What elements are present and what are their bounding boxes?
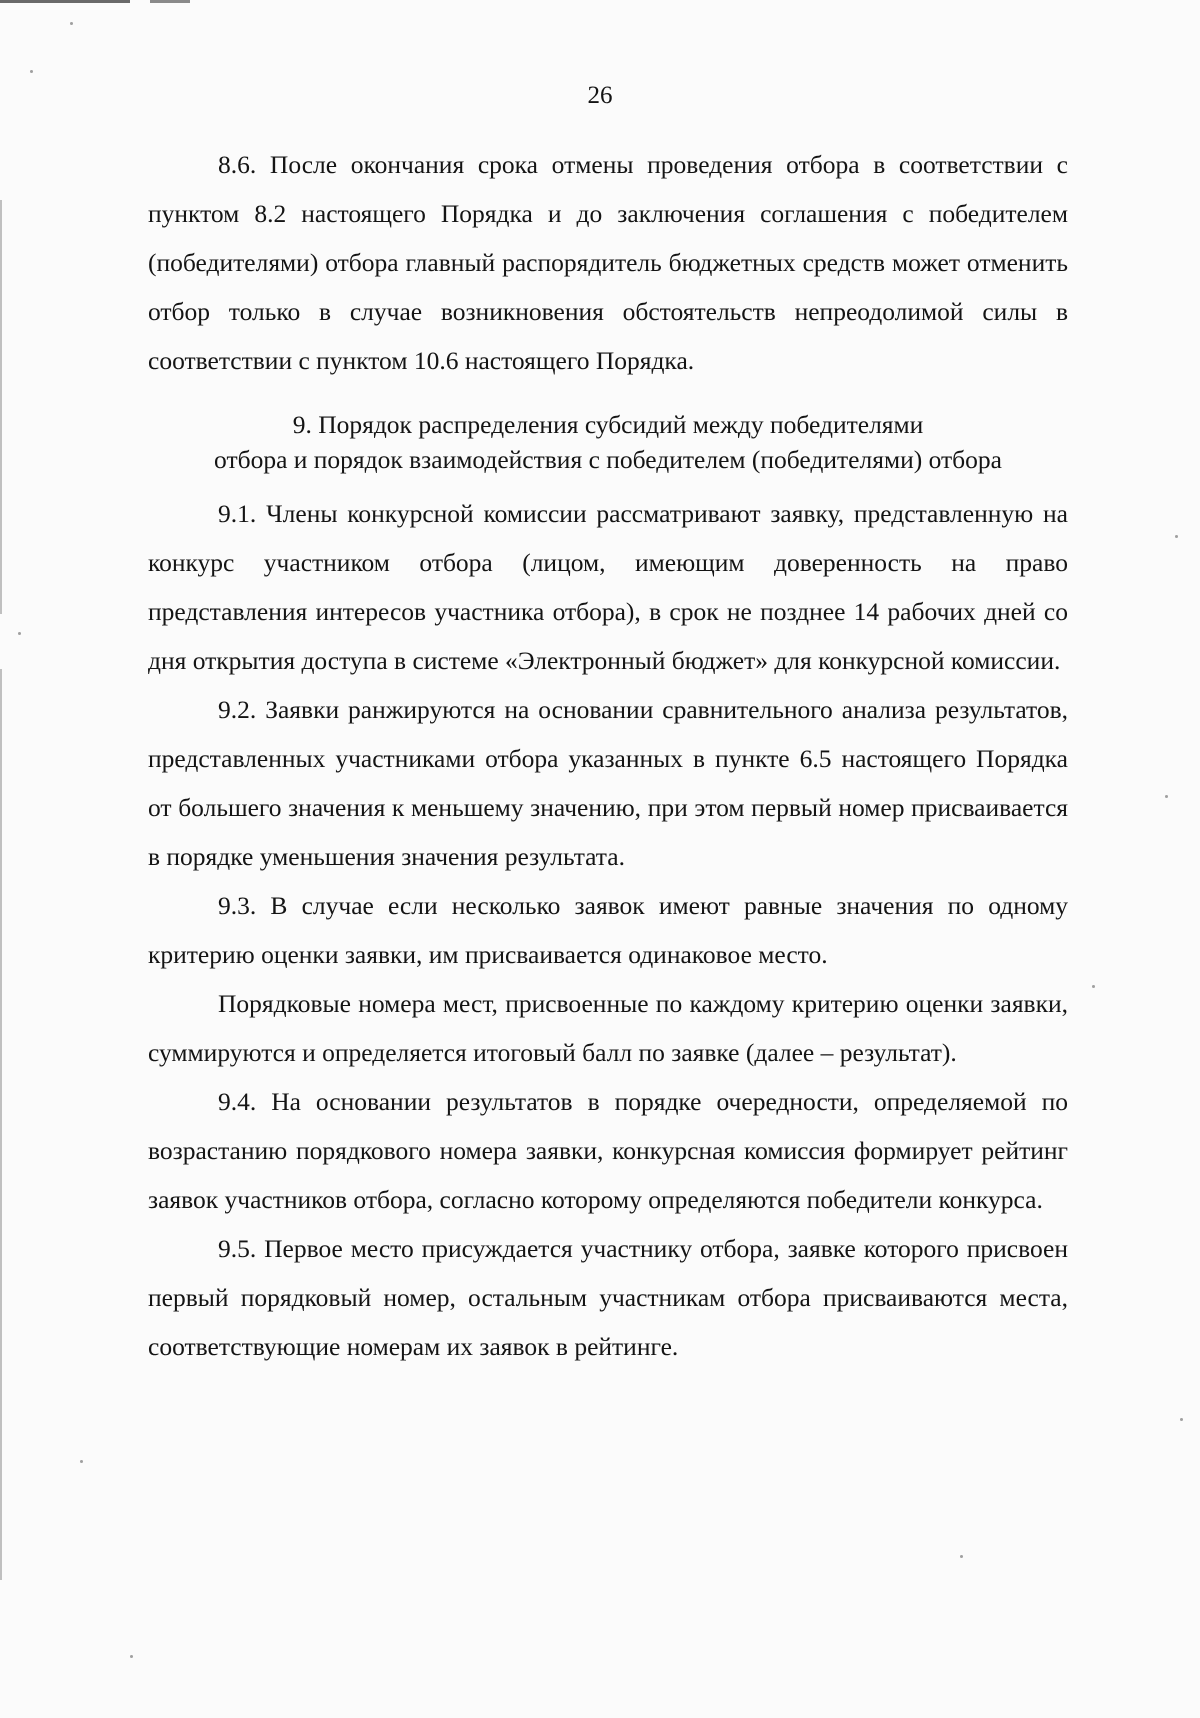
scan-edge-mark bbox=[0, 200, 2, 1580]
scan-speck bbox=[70, 22, 73, 25]
paragraph-9-5: 9.5. Первое место присуждается участнику отбора, заявке которого присвоен первый порядковый номер, остальным участникам отбора присваиваются места, соответствующие номерам их заявок в рейтинге. bbox=[148, 1234, 1068, 1361]
scan-speck bbox=[130, 1655, 133, 1658]
paragraph-9-4: 9.4. На основании результатов в порядке очередности, определяемой по возрастанию порядкового номера заявки, конкурсная комиссия формирует рейтинг заявок участников отбора, согласно которому определяются победители конкурса. bbox=[148, 1087, 1068, 1214]
section-heading bbox=[148, 407, 1068, 477]
scan-edge-mark bbox=[150, 0, 190, 3]
scan-edge-mark bbox=[0, 0, 130, 3]
paragraph-8-6: 8.6. После окончания срока отмены проведения отбора в соответствии с пунктом 8.2 настоящего Порядка и до заключения соглашения с победителем (победителями) отбора главный распорядитель бюджетных средств может отменить отбор только в случае возникновения обстоятельств непреодолимой силы в соответствии с пунктом 10.6 настоящего Порядка. bbox=[148, 150, 1068, 375]
paragraph-9-3: 9.3. В случае если несколько заявок имеют равные значения по одному критерию оценки заявки, им присваивается одинаковое место. bbox=[148, 891, 1068, 969]
section-heading-line: 9. Порядок распределения субсидий между победителями bbox=[292, 410, 924, 439]
paragraph-9-2: 9.2. Заявки ранжируются на основании сравнительного анализа результатов, представленных участниками отбора указанных в пункте 6.5 настоящего Порядка от большего значения к меньшему значению, при этом первый номер присваивается в порядке уменьшения значения результата. bbox=[148, 695, 1068, 871]
document-body bbox=[148, 140, 1068, 1371]
scan-speck bbox=[1180, 1418, 1183, 1421]
scan-speck bbox=[960, 1555, 963, 1558]
paragraph-9-1: 9.1. Члены конкурсной комиссии рассматривают заявку, представленную на конкурс участником отбора (лицом, имеющим доверенность на право представления интересов участника отбора), в срок не позднее 14 рабочих дней со дня открытия доступа в системе «Электронный бюджет» для конкурсной комиссии. bbox=[148, 499, 1068, 675]
scan-speck bbox=[18, 632, 21, 635]
scan-speck bbox=[1092, 985, 1095, 988]
paragraph-9-3-continued: Порядковые номера мест, присвоенные по каждому критерию оценки заявки, суммируются и определяется итоговый балл по заявке (далее – результат). bbox=[148, 989, 1068, 1067]
page-number: 26 bbox=[587, 82, 613, 109]
section-heading-line: отбора и порядок взаимодействия с победителем (победителями) отбора bbox=[214, 445, 1002, 474]
scan-speck bbox=[1175, 535, 1178, 538]
scan-speck bbox=[80, 1460, 83, 1463]
scan-speck bbox=[1165, 795, 1168, 798]
scan-speck bbox=[30, 70, 33, 73]
